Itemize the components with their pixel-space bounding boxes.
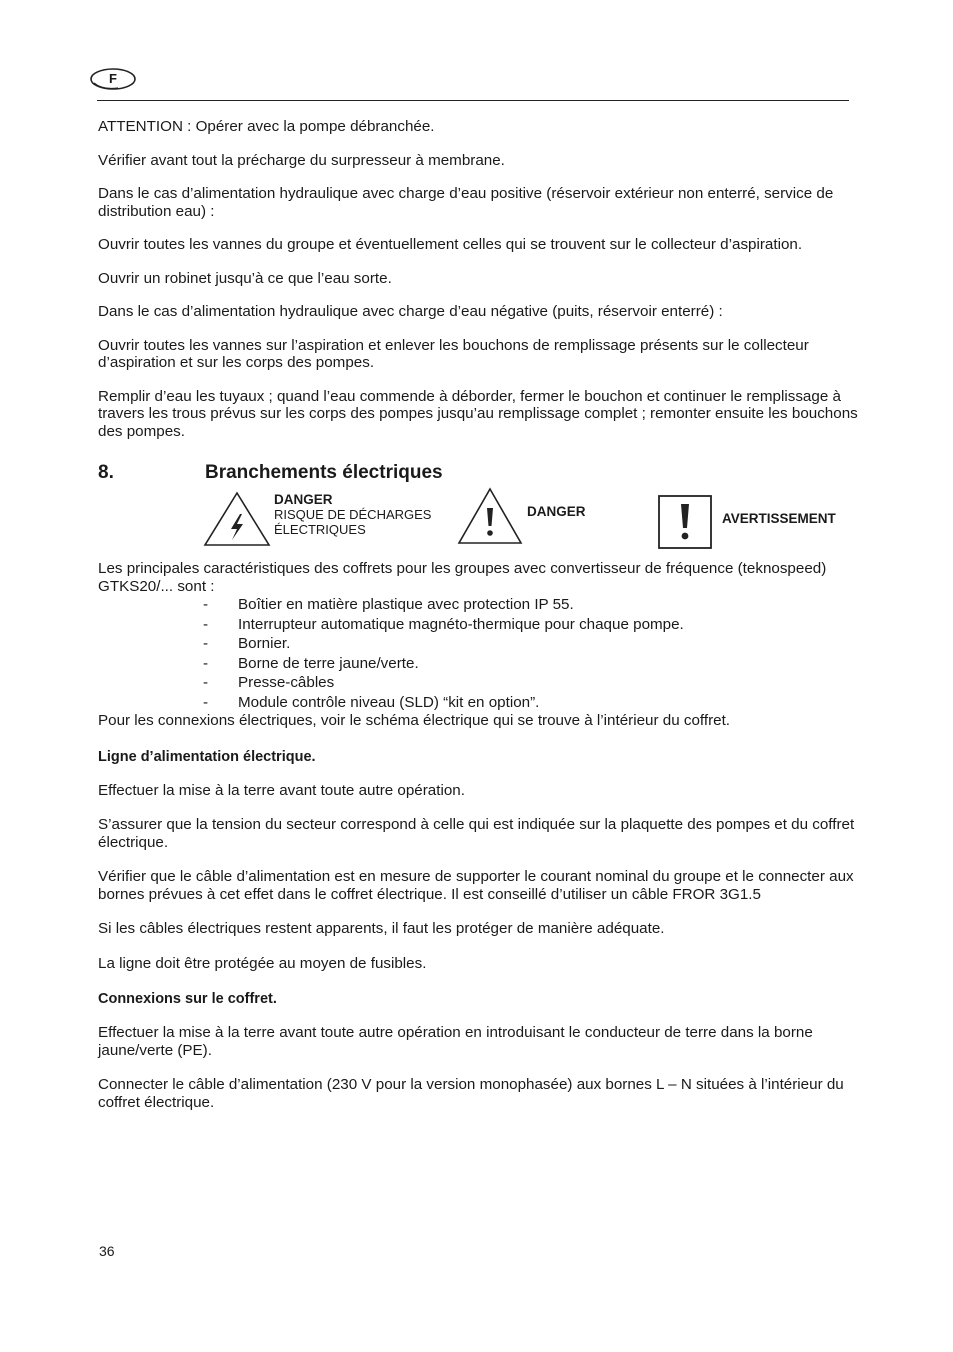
attention-text: ATTENTION : Opérer avec la pompe débranchée. xyxy=(98,118,435,135)
list-item: - Boîtier en matière plastique avec protection IP 55. xyxy=(203,596,574,613)
electric-hazard-triangle-icon xyxy=(202,490,272,548)
list-item: - Module contrôle niveau (SLD) “kit en option”. xyxy=(203,693,540,711)
electric-danger-line1: RISQUE DE DÉCHARGES xyxy=(274,507,432,522)
supply-voltage-text: S’assurer que la tension du secteur correspond à celle qui est indiquée sur la plaquette des pompes et du coffret électrique. xyxy=(98,816,855,851)
specs-list xyxy=(98,595,858,712)
list-item: - Borne de terre jaune/verte. xyxy=(203,654,419,672)
specs-outro-text: Pour les connexions électriques, voir le schéma électrique qui se trouve à l’intérieur du coffret. xyxy=(98,712,731,729)
open-tap-text: Ouvrir un robinet jusqu’à ce que l’eau sorte. xyxy=(98,269,392,287)
exclamation-triangle-icon xyxy=(456,486,524,546)
electric-danger-title: DANGER xyxy=(274,492,333,507)
list-item: - Bornier. xyxy=(203,635,291,652)
notice-title: AVERTISSEMENT xyxy=(722,511,836,526)
header-rule xyxy=(97,100,849,101)
positive-charge-text: Dans le cas d’alimentation hydraulique avec charge d’eau positive (réservoir extérieur non enterré, service de distribution eau) : xyxy=(98,185,834,220)
supply-protect-text: Si les câbles électriques restent apparents, il faut les protéger de manière adéquate. xyxy=(98,920,665,937)
section-heading xyxy=(98,462,858,486)
language-code: F xyxy=(109,71,117,86)
supply-heading: Ligne d’alimentation électrique. xyxy=(98,748,316,765)
open-valves-text: Ouvrir toutes les vannes du groupe et éventuellement celles qui se trouvent sur le collecteur d’aspiration. xyxy=(98,236,803,253)
list-item: - Interrupteur automatique magnéto-thermique pour chaque pompe. xyxy=(203,615,684,633)
section-title: Branchements électriques xyxy=(205,462,443,483)
exclamation-box-icon xyxy=(657,494,713,550)
section-number: 8. xyxy=(98,462,114,483)
list-item: - Presse-câbles xyxy=(203,674,335,691)
supply-fuse-text: La ligne doit être protégée au moyen de fusibles. xyxy=(98,954,427,972)
box-heading: Connexions sur le coffret. xyxy=(98,991,277,1007)
open-suction-valves-text: Ouvrir toutes les vannes sur l’aspiration et enlever les bouchons de remplissage présents sur le collecteur d’aspiration et sur les corps des pompes. xyxy=(98,336,809,371)
supply-earthing-text: Effectuer la mise à la terre avant toute autre opération. xyxy=(98,781,465,799)
warning-symbols xyxy=(98,486,858,560)
specs-intro-text: Les principales caractéristiques des coffrets pour les groupes avec convertisseur de fréquence (teknospeed) GTKS20/... sont : xyxy=(98,560,827,595)
general-danger-title: DANGER xyxy=(527,504,586,519)
supply-cable-text: Vérifier que le câble d’alimentation est en mesure de supporter le courant nominal du groupe et le connecter aux bornes prévues à cet effet dans le coffret électrique. Il est conseillé d’utiliser un câble FROR 3G1.5 xyxy=(98,868,854,903)
precharge-text: Vérifier avant tout la précharge du surpresseur à membrane. xyxy=(98,151,505,169)
fill-pipes-text: Remplir d’eau les tuyaux ; quand l’eau commende à déborder, fermer le bouchon et continuer le remplissage à travers les trous prévus sur les corps des pompes jusqu’au remplissage complet ; remonter ensuite les bouchons des pompes. xyxy=(98,387,858,440)
language-badge xyxy=(88,66,138,92)
negative-charge-text: Dans le cas d’alimentation hydraulique avec charge d’eau négative (puits, réservoir enterré) : xyxy=(98,303,723,320)
electric-danger-line2: ÉLECTRIQUES xyxy=(274,522,366,537)
page-number: 36 xyxy=(99,1243,115,1259)
page-content xyxy=(98,118,858,1111)
box-connect-text: Connecter le câble d’alimentation (230 V pour la version monophasée) aux bornes L – N situées à l’intérieur du coffret électrique. xyxy=(98,1076,844,1111)
box-earthing-text: Effectuer la mise à la terre avant toute autre opération en introduisant le conducteur de terre dans la borne jaune/verte (PE). xyxy=(98,1024,813,1059)
